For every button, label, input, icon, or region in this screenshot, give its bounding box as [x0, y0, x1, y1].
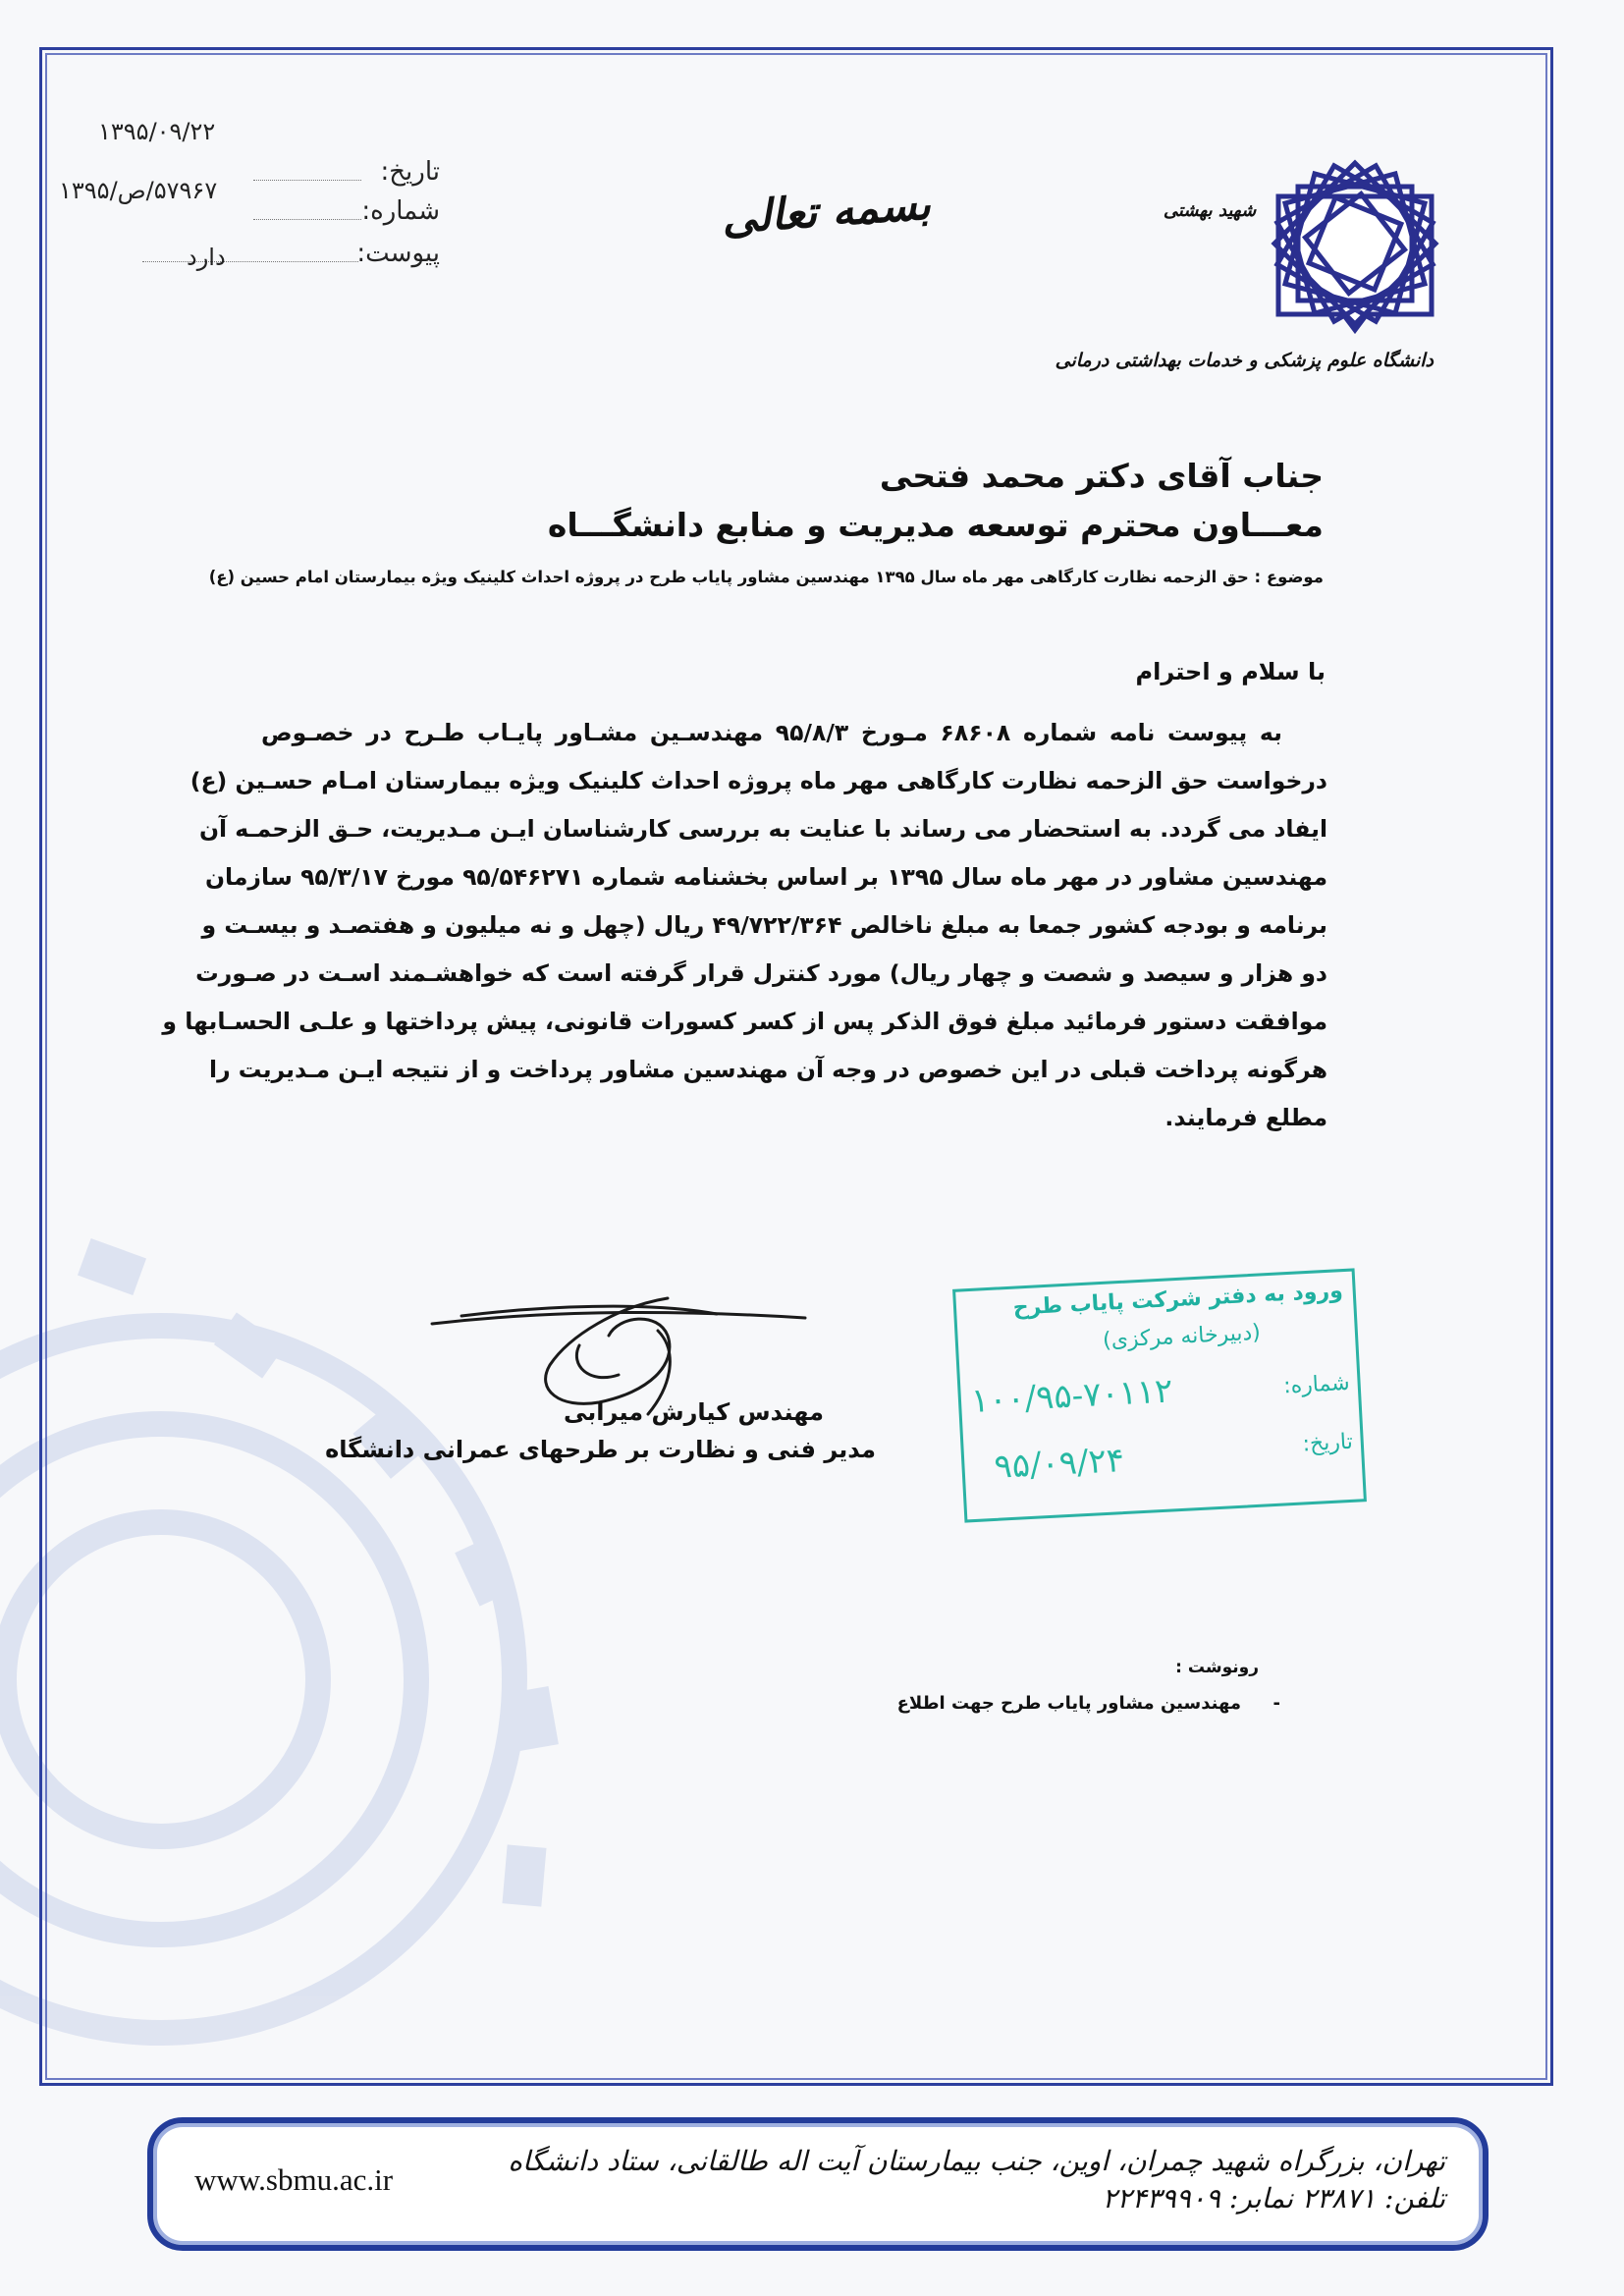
stamp-date-value: ۹۵/۰۹/۲۴ — [993, 1441, 1125, 1487]
body-line: هرگونه پرداخت قبلی در این خصوص در وجه آن مهندسین مشاور پرداخت و از نتیجه ایـن مـدیریت را — [209, 1056, 1327, 1083]
body-line: مطلع فرمایند. — [1164, 1104, 1327, 1131]
recipient-title: معـــاون محترم توسعه مدیریت و منابع دانشگـــاه — [547, 506, 1324, 544]
watermark-pattern — [43, 1129, 789, 2072]
body-line: موافقت دستور فرمائید مبلغ فوق الذکر پس از کسر کسورات قانونی، پیش پرداختها و علـی الحسـابها و — [162, 1008, 1327, 1035]
body-line: مهندسین مشاور در مهر ماه سال ۱۳۹۵ بر اساس بخشنامه شماره ۹۵/۵۴۶۲۷۱ مورخ ۹۵/۳/۱۷ سازمان — [205, 863, 1327, 891]
attachment-value: دارد — [187, 244, 226, 271]
date-line — [253, 180, 361, 181]
greeting: با سلام و احترام — [1135, 658, 1326, 685]
number-label: شماره: — [361, 196, 440, 226]
recipient-name: جناب آقای دکتر محمد فتحی — [879, 457, 1324, 495]
attachment-line — [142, 261, 358, 262]
stamp-line2: (دبیرخانه مرکزی) — [1102, 1320, 1262, 1353]
stamp-number-value: ۱۰۰/۹۵-۷۰۱۱۲ — [970, 1371, 1174, 1422]
number-line — [253, 219, 361, 220]
letter-number-value: ۱۳۹۵/ص/۵۷۹۶۷ — [59, 177, 218, 204]
body-line: به پیوست نامه شماره ۶۸۶۰۸ مـورخ ۹۵/۸/۳ مهندسـین مشـاور پایـاب طـرح در خصـوص — [261, 719, 1282, 746]
stamp-line1: ورود به دفتر شرکت پایاب طرح — [1012, 1279, 1344, 1321]
stamp-number-label: شماره: — [1282, 1370, 1351, 1399]
letterhead-footer — [147, 2117, 1489, 2251]
letter-body — [162, 709, 1327, 1142]
footer-address: تهران، بزرگراه شهید چمران، اوین، جنب بیمارستان آیت اله طالقانی، ستاد دانشگاه تلفن: ۲۳۸۷۱ نمابر: ۲۲۴۳۹۹۰۹ — [508, 2145, 1445, 2214]
attachment-label: پیوست: — [356, 239, 440, 268]
logo-caption: دانشگاه علوم پزشکی و خدمات بهداشتی درمانی — [1055, 350, 1434, 371]
rosette-emblem-icon — [1267, 157, 1443, 339]
letter-date-value: ۱۳۹۵/۰۹/۲۲ — [98, 118, 216, 145]
cc-label: رونوشت : — [1175, 1658, 1259, 1677]
signatory-title: مدیر فنی و نظارت بر طرحهای عمرانی دانشگاه — [325, 1436, 876, 1463]
invocation-heading: بسمه تعالی — [720, 179, 933, 245]
cc-item: مهندسین مشاور پایاب طرح جهت اطلاع — [896, 1693, 1241, 1714]
footer-website: www.sbmu.ac.ir — [194, 2162, 394, 2197]
cc-dash: - — [1272, 1693, 1280, 1714]
body-line: برنامه و بودجه کشور جمعا به مبلغ ناخالص ۴۹/۷۲۲/۳۶۴ ریال (چهل و نه میلیون و هفتصـد و بیسـت و — [201, 911, 1327, 939]
signatory-name: مهندس کیارش میرابی — [564, 1398, 824, 1426]
university-logo — [1055, 157, 1443, 393]
body-line: دو هزار و سیصد و شصت و چهار ریال) مورد کنترل قرار گرفته است که خواهشـمند اسـت در صـورت — [195, 959, 1327, 987]
body-line: درخواست حق الزحمه نظارت کارگاهی مهر ماه پروژه احداث کلینیک ویژه بیمارستان امـام حسـین (ع) — [189, 767, 1327, 794]
subject-line: موضوع : حق الزحمه نظارت کارگاهی مهر ماه سال ۱۳۹۵ مهندسین مشاور پایاب طرح در پروژه احداث کلینیک ویژه بیمارستان امام حسین (ع) — [208, 568, 1324, 586]
received-stamp — [952, 1268, 1367, 1522]
date-label: تاریخ: — [380, 157, 440, 187]
logo-text: شهید بهشتی — [1163, 200, 1257, 221]
body-line: ایفاد می گردد. به استحضار می رساند با عنایت به بررسی کارشناسان ایـن مـدیریت، حـق الزحمـه آن — [198, 815, 1327, 843]
stamp-date-label: تاریخ: — [1301, 1429, 1354, 1457]
